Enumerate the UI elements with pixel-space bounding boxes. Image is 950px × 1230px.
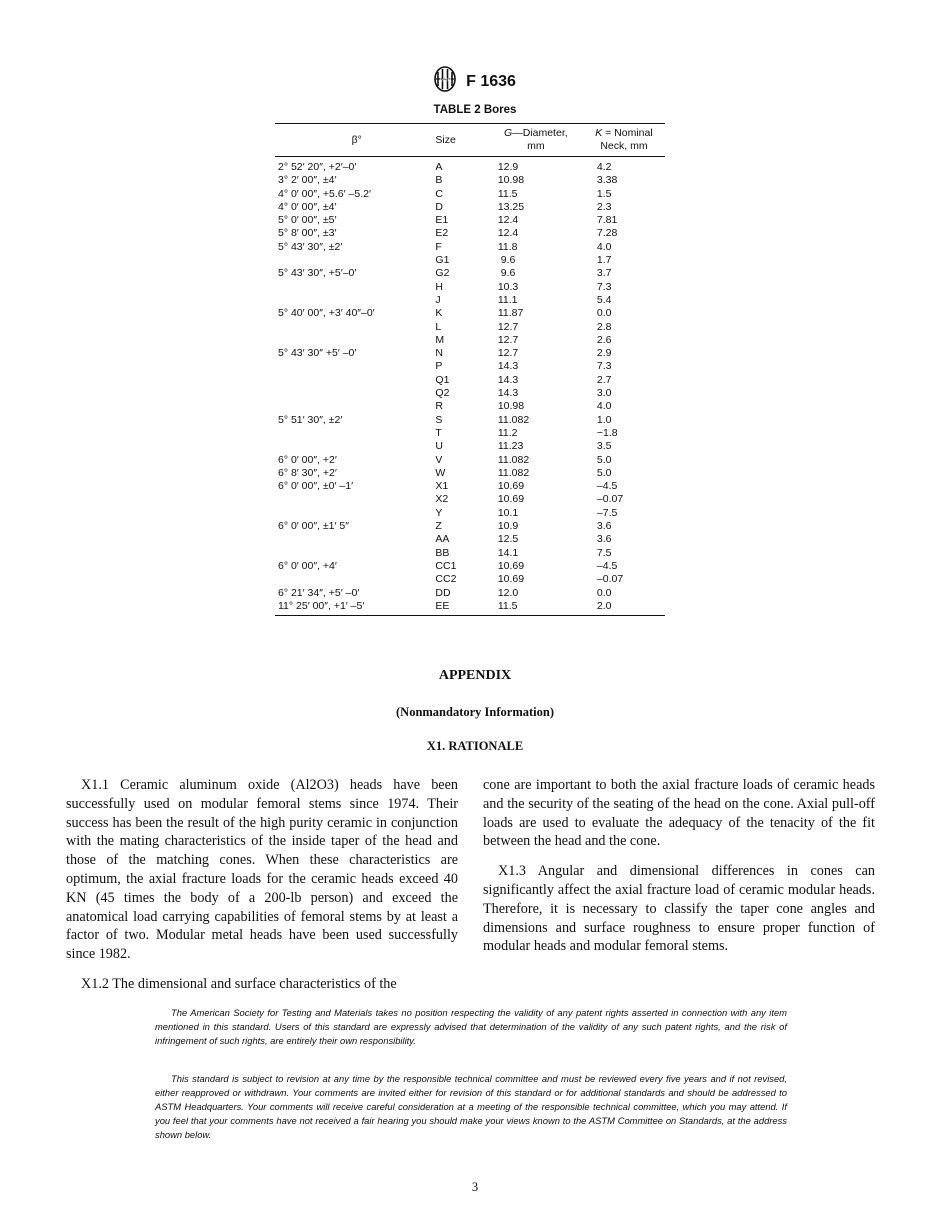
cell-size: DD [435, 586, 451, 599]
appendix-title: APPENDIX [438, 668, 512, 683]
cell-diameter: 10.98 [497, 174, 525, 187]
table-row [275, 520, 665, 533]
cell-size: U [435, 440, 443, 453]
cell-diameter: 11.23 [497, 440, 524, 453]
header-size: Size [435, 124, 488, 157]
cell-diameter: 10.1 [497, 506, 519, 519]
cell-size: Y [435, 506, 443, 519]
cell-beta [275, 254, 435, 267]
cell-size: G2 [435, 267, 450, 280]
cell-size: V [435, 453, 443, 466]
revision-notice: This standard is subject to revision at any time by the responsible technical committee and must be reviewed every five years and if not revised, either reapproved or withdrawn. Your comments are invited either for revision of this standard or for additional standards and should be addressed to ASTM Headquarters. Your comments will receive careful consideration at a meeting of the responsible technical committee, which you may attend. If you feel that your comments have not received a fair hearing you should make your views known to the ASTM Committee on Standards, at the address shown below. [155, 1073, 787, 1140]
cell-beta: 6° 0′ 00″, +2′ [278, 453, 337, 466]
cell-size: A [435, 161, 443, 173]
cell-size: Q1 [435, 373, 450, 386]
cell-beta [275, 507, 435, 520]
cell-diameter: 14.1 [497, 546, 519, 559]
cell-diameter: 12.9 [497, 161, 519, 173]
cell-beta: 6° 21′ 34″, +5′ –0′ [278, 586, 360, 599]
section-heading: X1. RATIONALE [426, 739, 524, 753]
cell-nominal-neck: 3.6 [596, 520, 612, 533]
table-row [275, 560, 665, 573]
cell-nominal-neck: 2.7 [596, 373, 612, 386]
cell-nominal-neck: 5.0 [596, 466, 612, 479]
cell-nominal-neck: –0.07 [596, 493, 624, 506]
table-row [275, 157, 665, 175]
cell-beta: 3° 2′ 00″, ±4′ [278, 174, 337, 187]
cell-nominal-neck: 5.4 [596, 293, 612, 306]
cell-nominal-neck: –4.5 [596, 559, 618, 572]
cell-size: M [435, 333, 445, 346]
cell-nominal-neck: 0.0 [596, 586, 612, 599]
document-id: F 1636 [466, 72, 516, 90]
cell-beta [275, 360, 435, 373]
cell-nominal-neck: 2.0 [583, 600, 665, 616]
cell-diameter: 10.3 [497, 280, 519, 293]
cell-beta [275, 374, 435, 387]
cell-beta: 11° 25′ 00″, +1′ –5′ [275, 600, 435, 616]
svg-text:ASTM: ASTM [439, 77, 452, 83]
table-row [275, 547, 665, 560]
cell-size: EE [435, 600, 488, 616]
cell-nominal-neck: 3.38 [596, 174, 618, 187]
table-row [275, 587, 665, 600]
table-row [275, 440, 665, 453]
cell-diameter: 11.082 [497, 453, 530, 466]
cell-nominal-neck: 7.3 [596, 360, 612, 373]
cell-nominal-neck: 3.5 [596, 440, 612, 453]
cell-diameter: 11.082 [497, 413, 530, 426]
cell-size: X2 [435, 493, 449, 506]
cell-size: B [435, 174, 443, 187]
cell-nominal-neck: 3.0 [596, 387, 612, 400]
table-row [275, 227, 665, 240]
cell-size: G1 [435, 254, 450, 267]
table-row [275, 174, 665, 187]
cell-beta [275, 294, 435, 307]
bores-table [275, 123, 665, 616]
cell-diameter: 11.5 [489, 600, 583, 616]
cell-beta [275, 533, 435, 546]
table-row [275, 414, 665, 427]
table-row [275, 347, 665, 360]
cell-size: Q2 [435, 387, 450, 400]
cell-nominal-neck: –0.07 [596, 573, 624, 586]
cell-beta: 5° 51′ 30″, ±2′ [278, 413, 343, 426]
cell-size: X1 [435, 480, 449, 493]
page-header [0, 66, 950, 97]
cell-beta [275, 334, 435, 347]
cell-diameter: 11.8 [497, 240, 518, 253]
cell-diameter: 10.98 [497, 400, 525, 413]
cell-diameter: 12.7 [497, 333, 519, 346]
table-row [275, 188, 665, 201]
cell-nominal-neck: 2.3 [596, 200, 612, 213]
cell-diameter: 10.69 [497, 559, 525, 572]
table-row [275, 294, 665, 307]
cell-diameter: 12.0 [497, 586, 519, 599]
cell-diameter: 11.082 [497, 466, 530, 479]
cell-beta [275, 493, 435, 506]
cell-nominal-neck: 4.2 [596, 161, 612, 173]
cell-size: D [435, 200, 443, 213]
cell-beta: 4° 0′ 00″, +5.6′ –5.2′ [278, 187, 371, 200]
cell-diameter: 12.4 [497, 227, 519, 240]
cell-diameter: 14.3 [497, 373, 519, 386]
table-row [275, 254, 665, 267]
cell-beta [275, 400, 435, 413]
cell-size: Z [435, 520, 442, 533]
cell-nominal-neck: 2.8 [596, 320, 612, 333]
cell-diameter: 12.4 [497, 214, 519, 227]
table-title-prefix: TABLE 2 [433, 104, 481, 116]
cell-diameter: 14.3 [497, 387, 519, 400]
table-row [275, 480, 665, 493]
page-number: 3 [471, 1180, 479, 1194]
table-row [275, 427, 665, 440]
appendix-subtitle: (Nonmandatory Information) [396, 705, 554, 719]
table-row [275, 281, 665, 294]
cell-nominal-neck: 2.6 [596, 333, 612, 346]
cell-nominal-neck: 7.28 [596, 227, 618, 240]
cell-nominal-neck: 7.81 [596, 214, 618, 227]
cell-size: E2 [435, 227, 449, 240]
cell-beta [275, 547, 435, 560]
header-beta: β° [275, 124, 435, 157]
body-column-left [66, 776, 458, 1005]
cell-diameter: 13.25 [497, 200, 525, 213]
table-row [275, 467, 665, 480]
patent-notice: The American Society for Testing and Materials takes no position respecting the validity of any patent rights asserted in connection with any item mentioned in this standard. Users of this standard are expressly advised that determination of the validity of any such patent rights, and the risk of infringement of such rights, are entirely their own responsibility. [155, 1007, 787, 1046]
cell-diameter: 9.6 [497, 267, 516, 280]
cell-beta: 5° 0′ 00″, ±5′ [278, 214, 337, 227]
cell-size: T [435, 426, 442, 439]
table-row [275, 533, 665, 546]
cell-beta [275, 281, 435, 294]
paragraph-x1-3: X1.3 Angular and dimensional differences in cones can significantly affect the axial fracture load of ceramic modular heads. Therefore, it is necessary to classify the taper cone angles and dimensions and surface roughness to ensure proper function of modular heads and modular femoral stems. [483, 863, 875, 955]
cell-nominal-neck: 4.0 [596, 400, 612, 413]
cell-nominal-neck: 7.5 [596, 546, 612, 559]
cell-diameter: 11.5 [497, 187, 518, 200]
astm-logo-icon [434, 66, 456, 92]
cell-size: F [435, 240, 442, 253]
cell-beta: 6° 0′ 00″, ±1′ 5″ [278, 520, 349, 533]
cell-beta: 6° 0′ 00″, +4′ [278, 559, 337, 572]
cell-nominal-neck: 1.0 [596, 413, 612, 426]
cell-diameter: 10.69 [497, 493, 525, 506]
cell-beta: 6° 0′ 00″, ±0′ –1′ [278, 480, 354, 493]
cell-beta: 5° 8′ 00″, ±3′ [278, 227, 337, 240]
cell-size: C [435, 187, 443, 200]
cell-beta: 2° 52′ 20″, +2′–0′ [278, 161, 357, 173]
cell-nominal-neck: 3.6 [596, 533, 612, 546]
cell-beta: 4° 0′ 00″, ±4′ [278, 200, 337, 213]
table-row [275, 214, 665, 227]
cell-beta: 5° 40′ 00″, +3′ 40″–0′ [278, 307, 375, 320]
cell-nominal-neck: −1.8 [596, 426, 618, 439]
cell-nominal-neck: –4.5 [596, 480, 618, 493]
cell-diameter: 9.6 [497, 254, 516, 267]
table-title [0, 104, 950, 116]
cell-size: L [435, 320, 442, 333]
cell-nominal-neck: 7.3 [596, 280, 612, 293]
table-row [275, 493, 665, 506]
cell-beta [275, 440, 435, 453]
cell-diameter: 11.87 [497, 307, 524, 320]
table-row [275, 400, 665, 413]
table-row [275, 334, 665, 347]
cell-beta: 5° 43′ 30″, ±2′ [278, 240, 343, 253]
table-title-name: Bores [483, 104, 517, 116]
cell-size: H [435, 280, 443, 293]
cell-beta [275, 387, 435, 400]
table-row [275, 454, 665, 467]
paragraph-x1-1: X1.1 Ceramic aluminum oxide (Al2O3) heads have been successfully used on modular femoral stems since 1974. Their success has been the result of the high purity ceramic in conjunction with the mating characteristics of the inside taper of the head and those of the matching cones. When these characteristics are optimum, the axial fracture loads for the ceramic heads exceed 40 KN (45 times the body of a 200-lb person) and exceed the anatomical load carrying capabilities of femoral stems by at least a factor of two. Modular metal heads have been used successfully since 1982. [66, 777, 458, 963]
cell-nominal-neck: 0.0 [596, 307, 612, 320]
cell-diameter: 14.3 [497, 360, 519, 373]
cell-nominal-neck: 3.7 [596, 267, 612, 280]
table-row [275, 307, 665, 320]
cell-diameter: 10.69 [497, 573, 525, 586]
cell-size: R [435, 400, 443, 413]
cell-diameter: 12.5 [497, 533, 519, 546]
table-row [275, 507, 665, 520]
cell-size: AA [435, 533, 450, 546]
astm-logo [434, 66, 456, 97]
cell-nominal-neck: 1.7 [596, 254, 612, 267]
cell-beta: 5° 43′ 30″ +5′ –0′ [278, 347, 357, 360]
cell-diameter: 11.2 [497, 426, 518, 439]
table-row [275, 573, 665, 586]
cell-diameter: 10.9 [497, 520, 519, 533]
header-diameter: G—Diameter, mm [489, 124, 583, 157]
bores-table-body [275, 157, 665, 616]
cell-beta [275, 321, 435, 334]
cell-size: E1 [435, 214, 449, 227]
cell-nominal-neck: 2.9 [596, 347, 612, 360]
cell-nominal-neck: 1.5 [596, 187, 612, 200]
cell-size: J [435, 293, 441, 306]
table-header-row [275, 124, 665, 157]
cell-size: W [435, 466, 446, 479]
cell-nominal-neck: 4.0 [596, 240, 612, 253]
table-row [275, 360, 665, 373]
body-column-right [483, 776, 875, 967]
cell-nominal-neck: 5.0 [596, 453, 612, 466]
table-row [275, 387, 665, 400]
cell-nominal-neck: –7.5 [596, 506, 618, 519]
cell-diameter: 11.1 [497, 293, 518, 306]
cell-beta [275, 427, 435, 440]
header-nominal-neck: K = Nominal Neck, mm [583, 124, 665, 157]
cell-beta: 6° 8′ 30″, +2′ [278, 466, 337, 479]
cell-beta [275, 573, 435, 586]
cell-beta: 5° 43′ 30″, +5′–0′ [278, 267, 357, 280]
table-row [275, 267, 665, 280]
table-row [275, 201, 665, 214]
cell-diameter: 10.69 [497, 480, 525, 493]
cell-diameter: 12.7 [497, 347, 519, 360]
table-row [275, 321, 665, 334]
cell-size: N [435, 347, 443, 360]
table-row [275, 241, 665, 254]
table-row [275, 374, 665, 387]
cell-size: K [435, 307, 443, 320]
cell-diameter: 12.7 [497, 320, 519, 333]
cell-size: S [435, 413, 443, 426]
table-row [275, 600, 665, 616]
cell-size: CC1 [435, 559, 457, 572]
paragraph-x1-2: X1.2 The dimensional and surface characteristics of the [81, 975, 397, 992]
paragraph-x1-2-continued: cone are important to both the axial fracture loads of ceramic heads and the security of the seating of the head on the cone. Axial pull-off loads are used to evaluate the adequacy of the tenacity of the fit between the head and the cone. [483, 777, 875, 850]
cell-size: BB [435, 546, 450, 559]
cell-size: CC2 [435, 573, 457, 586]
cell-size: P [435, 360, 443, 373]
